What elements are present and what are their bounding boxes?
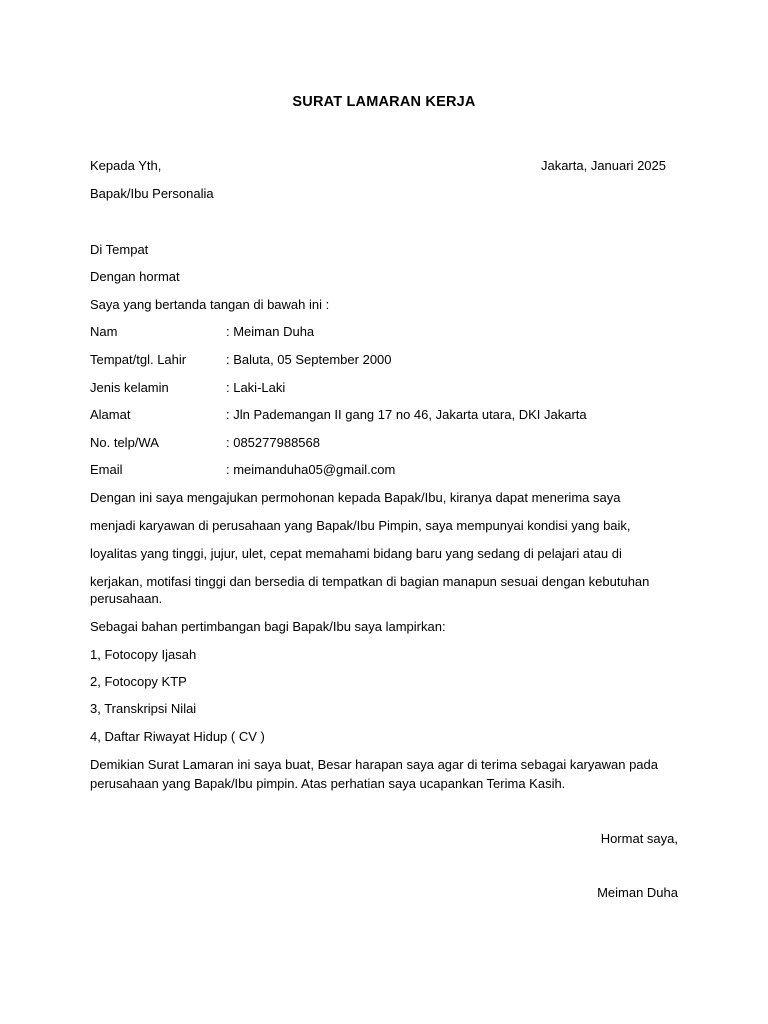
identity-value: : Baluta, 05 September 2000 — [226, 352, 392, 367]
attachment-item: 3, Transkripsi Nilai — [90, 701, 197, 716]
place-date: Jakarta, Januari 2025 — [540, 158, 666, 173]
identity-label: Tempat/tgl. Lahir — [90, 352, 187, 367]
letter-title: SURAT LAMARAN KERJA — [292, 94, 476, 110]
closing-line: Demikian Surat Lamaran ini saya buat, Besar harapan saya agar di terima sebagai karyawan pada — [90, 757, 658, 772]
identity-value: : Jln Pademangan II gang 17 no 46, Jakarta utara, DKI Jakarta — [226, 407, 587, 422]
attachments-intro: Sebagai bahan pertimbangan bagi Bapak/Ibu saya lampirkan: — [90, 619, 446, 634]
identity-label: No. telp/WA — [90, 435, 159, 450]
attachment-item: 2, Fotocopy KTP — [90, 674, 187, 689]
body-line: kerjakan, motifasi tinggi dan bersedia di tempatkan di bagian manapun sesuai dengan kebutuhan — [90, 574, 650, 589]
identity-value: : Laki-Laki — [226, 380, 286, 395]
recipient-line-2: Bapak/Ibu Personalia — [90, 186, 214, 201]
identity-label: Jenis kelamin — [90, 380, 169, 395]
attachment-item: 1, Fotocopy Ijasah — [90, 647, 197, 662]
identity-label: Nam — [90, 324, 118, 339]
body-line: loyalitas yang tinggi, jujur, ulet, cepat memahami bidang baru yang sedang di pelajari atau di — [90, 546, 622, 561]
identity-value: : Meiman Duha — [226, 324, 315, 339]
identity-value: : meimanduha05@gmail.com — [226, 462, 396, 477]
di-tempat: Di Tempat — [90, 242, 149, 257]
greeting: Dengan hormat — [90, 269, 180, 284]
body-line: perusahaan. — [90, 591, 163, 606]
recipient-line-1: Kepada Yth, — [90, 158, 162, 173]
identity-label: Alamat — [90, 407, 131, 422]
intro-line: Saya yang bertanda tangan di bawah ini : — [90, 297, 330, 312]
closing-line: perusahaan yang Bapak/Ibu pimpin. Atas perhatian saya ucapankan Terima Kasih. — [90, 776, 566, 791]
body-line: Dengan ini saya mengajukan permohonan kepada Bapak/Ibu, kiranya dapat menerima saya — [90, 490, 621, 505]
identity-value: : 085277988568 — [226, 435, 320, 450]
body-line: menjadi karyawan di perusahaan yang Bapak/Ibu Pimpin, saya mempunyai kondisi yang baik, — [90, 518, 631, 533]
signoff: Hormat saya, — [600, 831, 678, 846]
attachment-item: 4, Daftar Riwayat Hidup ( CV ) — [90, 729, 265, 744]
signature-name: Meiman Duha — [597, 885, 678, 900]
identity-label: Email — [90, 462, 123, 477]
